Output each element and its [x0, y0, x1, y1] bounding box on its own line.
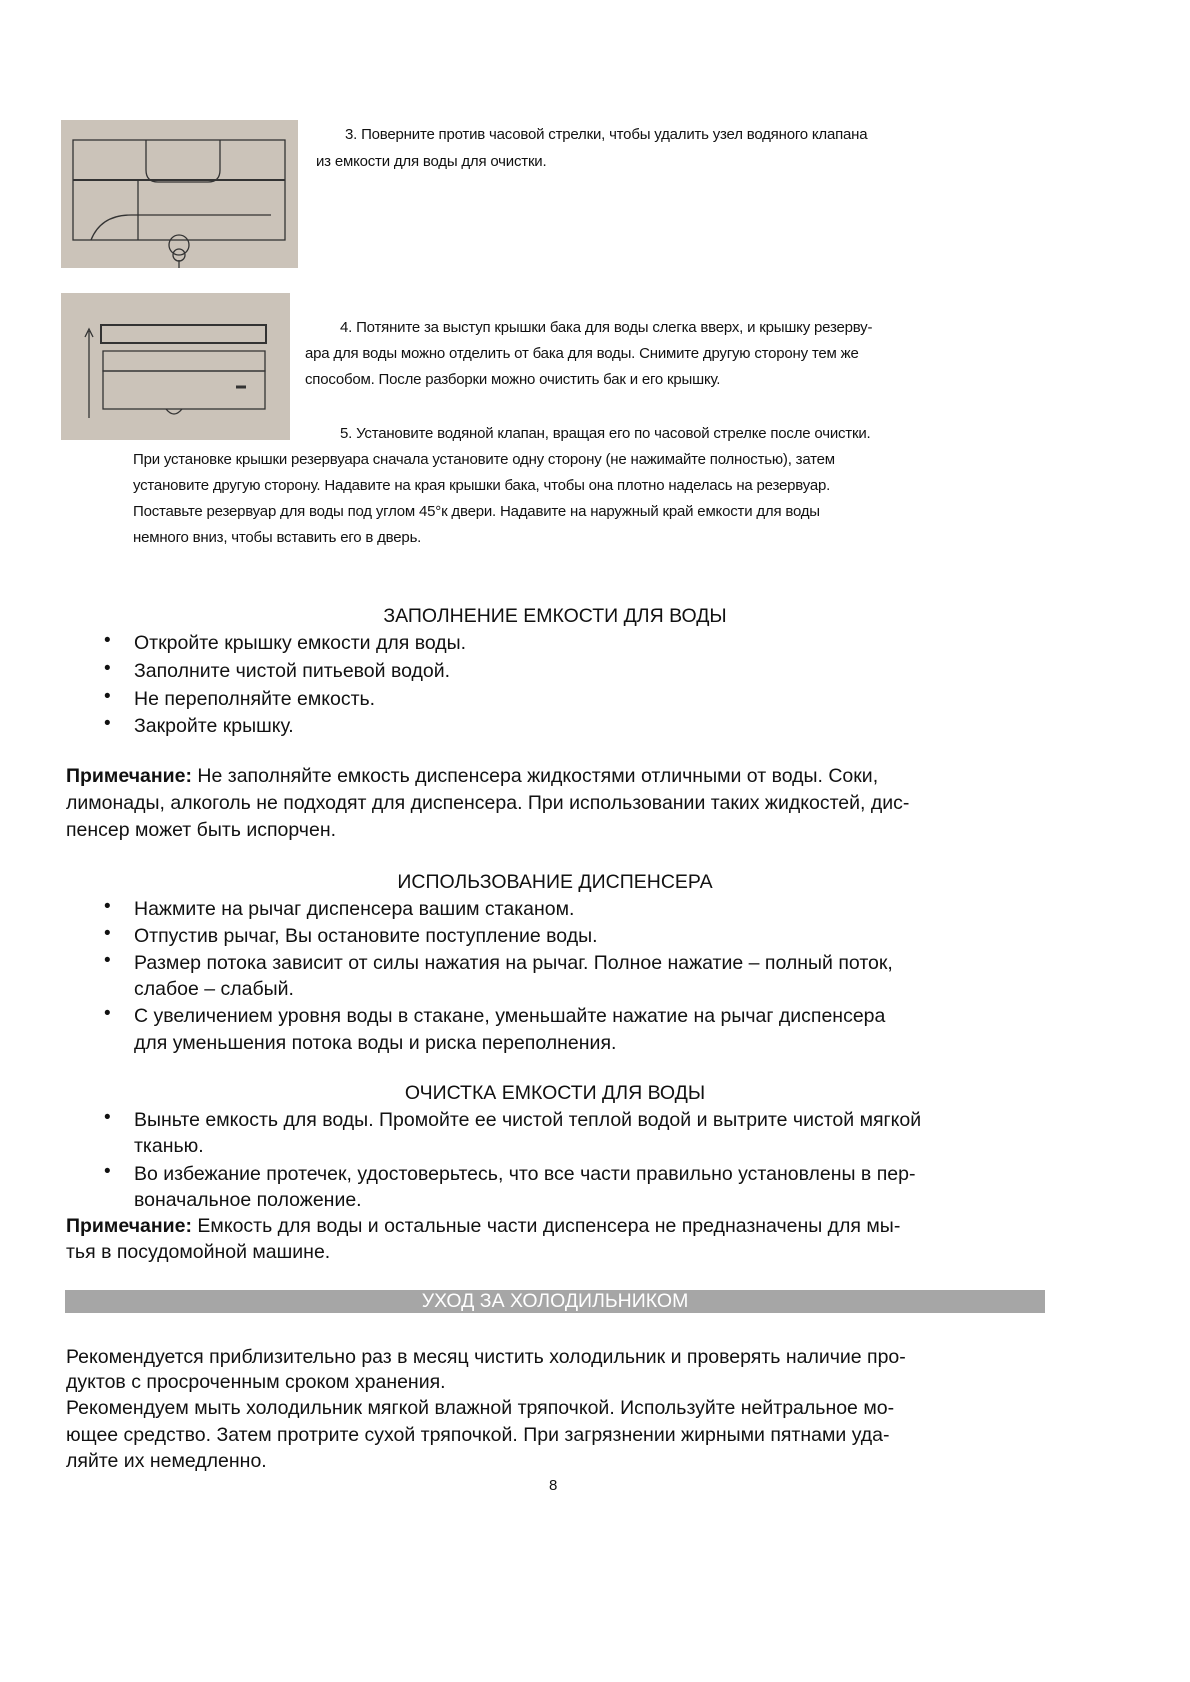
fill-item: Заполните чистой питьевой водой. [134, 660, 451, 682]
use-item: Нажмите на рычаг диспенсера вашим стаканом. [134, 898, 575, 920]
step-5-line: установите другую сторону. Надавите на края крышки бака, чтобы она плотно наделась на резервуар. [133, 477, 831, 494]
bullet-icon: • [104, 923, 111, 944]
step-4-line: 4. Потяните за выступ крышки бака для воды слегка вверх, и крышку резерву- [340, 319, 873, 336]
clean-item-cont: воначальное положение. [134, 1189, 362, 1211]
use-item: С увеличением уровня воды в стакане, уменьшайте нажатие на рычаг диспенсера [134, 1005, 886, 1027]
bullet-icon: • [104, 1161, 111, 1182]
clean-item: Выньте емкость для воды. Промойте ее чистой теплой водой и вытрите чистой мягкой [134, 1109, 922, 1131]
use-item: Размер потока зависит от силы нажатия на рычаг. Полное нажатие – полный поток, [134, 952, 893, 974]
step-5-line: 5. Установите водяной клапан, вращая его по часовой стрелке после очистки. [340, 425, 871, 442]
care-line: ляйте их немедленно. [66, 1450, 267, 1472]
tank-lid-illustration [61, 293, 290, 440]
bullet-icon: • [104, 713, 111, 734]
fill-item: Откройте крышку емкости для воды. [134, 632, 467, 654]
clean-item: Во избежание протечек, удостоверьтесь, что все части правильно установлены в пер- [134, 1163, 916, 1185]
step-4-line: способом. После разборки можно очистить бак и его крышку. [305, 371, 721, 388]
step-5-line: немного вниз, чтобы вставить его в дверь. [133, 529, 422, 546]
clean-heading: ОЧИСТКА ЕМКОСТИ ДЛЯ ВОДЫ [404, 1082, 706, 1104]
bullet-icon: • [104, 950, 111, 971]
step-5-line: Поставьте резервуар для воды под углом 45°к двери. Надавите на наружный край емкости для воды [133, 503, 820, 520]
care-section-banner: УХОД ЗА ХОЛОДИЛЬНИКОМ [65, 1290, 1045, 1313]
care-line: ющее средство. Затем протрите сухой тряпочкой. При загрязнении жирными пятнами уда- [66, 1424, 890, 1446]
note-label: Примечание: [66, 1215, 192, 1237]
bullet-icon: • [104, 658, 111, 679]
fill-heading: ЗАПОЛНЕНИЕ ЕМКОСТИ ДЛЯ ВОДЫ [383, 605, 727, 627]
fill-item: Не переполняйте емкость. [134, 688, 376, 710]
step-3-line: 3. Поверните против часовой стрелки, чтобы удалить узел водяного клапана [345, 126, 868, 143]
fill-note [66, 765, 878, 788]
use-item-cont: слабое – слабый. [134, 978, 294, 1000]
bullet-icon: • [104, 630, 111, 651]
step-4-line: ара для воды можно отделить от бака для воды. Снимите другую сторону тем же [305, 345, 859, 362]
care-line: Рекомендуем мыть холодильник мягкой влажной тряпочкой. Используйте нейтральное мо- [66, 1397, 895, 1419]
fill-note-line: лимонады, алкоголь не подходят для диспенсера. При использовании таких жидкостей, дис- [66, 792, 910, 814]
bullet-icon: • [104, 686, 111, 707]
bullet-icon: • [104, 896, 111, 917]
fill-item: Закройте крышку. [134, 715, 294, 737]
note-text: Емкость для воды и остальные части диспенсера не предназначены для мы- [191, 1215, 901, 1237]
use-item-cont: для уменьшения потока воды и риска переполнения. [134, 1032, 617, 1054]
page-number: 8 [549, 1477, 558, 1494]
note-text: Не заполняйте емкость диспенсера жидкостями отличными от воды. Соки, [191, 765, 879, 787]
water-valve-illustration [61, 120, 298, 268]
clean-item-cont: тканью. [134, 1135, 204, 1157]
care-line: Рекомендуется приблизительно раз в месяц чистить холодильник и проверять наличие про- [66, 1346, 906, 1368]
care-line: дуктов с просроченным сроком хранения. [66, 1371, 446, 1393]
clean-note [66, 1215, 900, 1238]
fill-note-line: пенсер может быть испорчен. [66, 819, 337, 841]
clean-note-line: тья в посудомойной машине. [66, 1241, 331, 1263]
step-5-line: При установке крышки резервуара сначала установите одну сторону (не нажимайте полностью), затем [133, 451, 835, 468]
use-heading: ИСПОЛЬЗОВАНИЕ ДИСПЕНСЕРА [397, 871, 713, 893]
step-3-line: из емкости для воды для очистки. [316, 153, 547, 170]
note-label: Примечание: [66, 765, 192, 787]
bullet-icon: • [104, 1003, 111, 1024]
use-item: Отпустив рычаг, Вы остановите поступление воды. [134, 925, 598, 947]
bullet-icon: • [104, 1107, 111, 1128]
